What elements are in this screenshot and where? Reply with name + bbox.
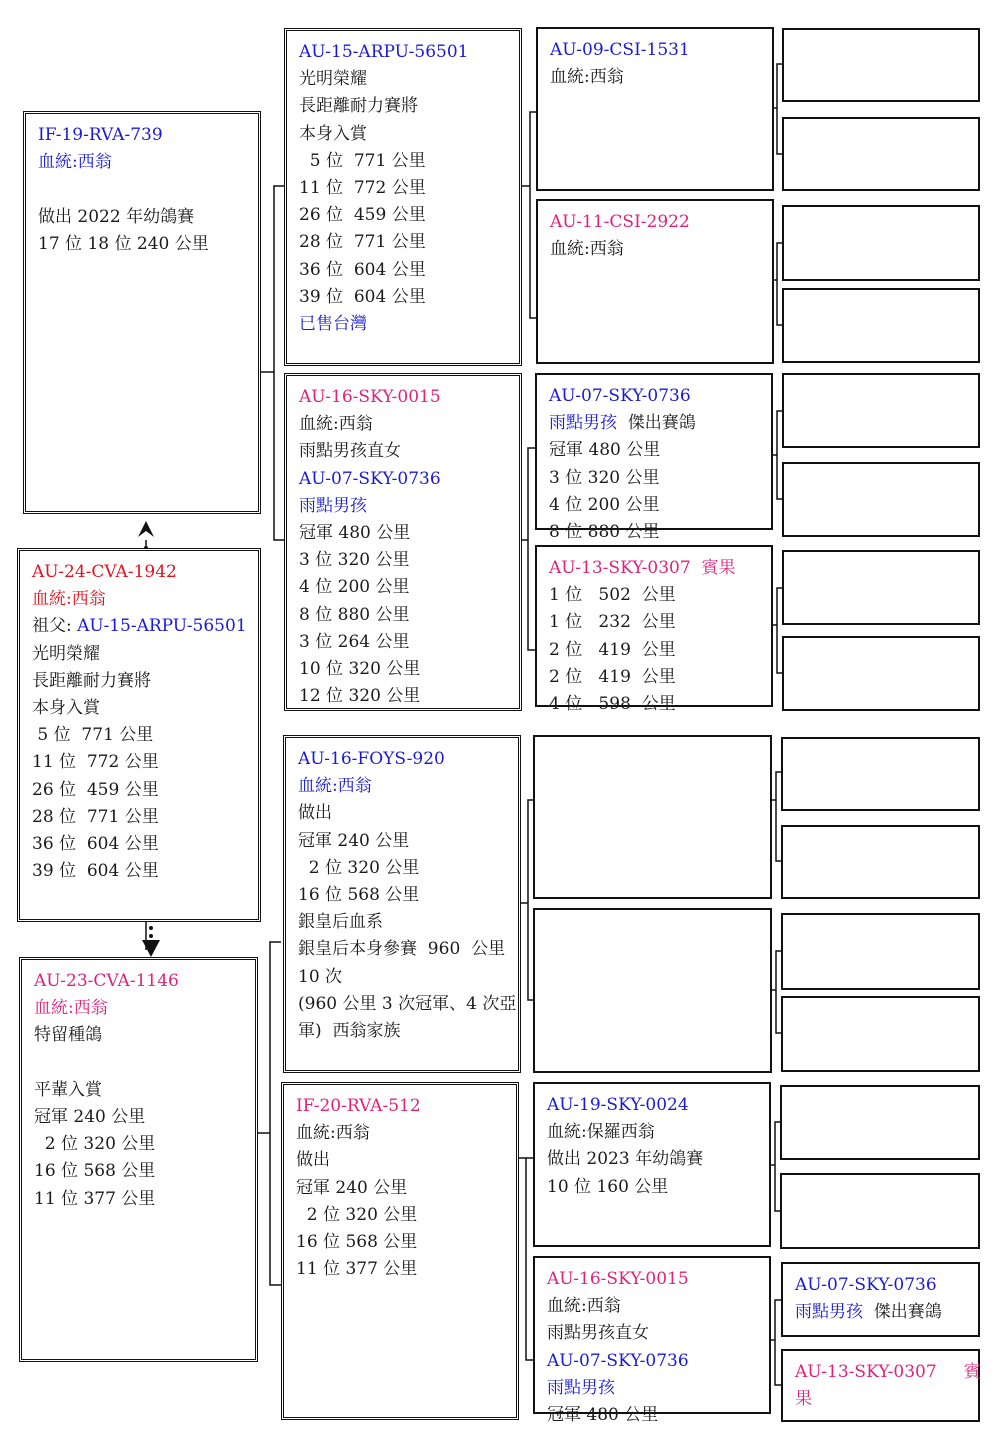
card-line: 血統:西翁 (296, 1123, 370, 1144)
card-line: 光明榮耀 (299, 69, 367, 90)
card-line: 11 位 377 公里 (296, 1259, 418, 1280)
pedigree-g4-card-4 (782, 288, 980, 363)
card-line: AU-07-SKY-0736 (795, 1275, 937, 1295)
card-lines (783, 1351, 981, 1413)
card-line: AU-13-SKY-0307 賓 (795, 1362, 981, 1382)
card-line: 11 位 377 公里 (34, 1188, 156, 1209)
card-line: 26 位 459 公里 (32, 779, 159, 800)
pedigree-g4-card-10 (781, 825, 980, 899)
card-line: 12 位 320 公里 (299, 686, 421, 707)
card-line: AU-15-ARPU-56501 (299, 42, 469, 62)
pedigree-g3-card-4 (535, 545, 773, 715)
card-line: 5 位 771 公里 (299, 150, 426, 171)
card-line: 雨點男孩直女 (299, 441, 401, 462)
pedigree-g4-card-1 (782, 28, 980, 102)
card-line: 28 位 771 公里 (299, 232, 426, 253)
card-line: 8 位 880 公里 (299, 604, 410, 625)
card-line (549, 410, 759, 437)
card-line: AU-07-SKY-0736 (549, 386, 691, 406)
card-line: 銀皇后本身參賽 960 公里 (298, 939, 506, 960)
card-line: 冠軍 240 公里 (296, 1177, 408, 1198)
card-line: AU-07-SKY-0736 (547, 1350, 689, 1371)
card-line: 特留種鴿 (34, 1025, 102, 1046)
card-lines (535, 1258, 769, 1429)
card-line: 3 位 320 公里 (299, 550, 410, 571)
card-line: 16 位 568 公里 (298, 885, 420, 906)
pedigree-g4-card-13 (780, 1085, 980, 1160)
card-line: 10 次 (298, 966, 343, 987)
card-line: 8 位 880 公里 (549, 522, 660, 543)
card-lines (535, 1084, 769, 1201)
card-line: 血統:西翁 (547, 1296, 621, 1317)
card-line: AU-16-SKY-0015 (299, 387, 441, 407)
card-line: 11 位 772 公里 (32, 752, 159, 773)
card-line: 軍) 西翁家族 (298, 1021, 401, 1042)
card-line: 4 位 200 公里 (299, 577, 410, 598)
card-line (795, 1299, 966, 1326)
card-line: AU-24-CVA-1942 (32, 562, 177, 582)
card-line-part: 雨點男孩 (549, 413, 617, 434)
card-line: 做出 (298, 803, 332, 824)
card-line: 雨點男孩直女 (547, 1323, 649, 1344)
card-line: IF-19-RVA-739 (38, 125, 163, 145)
card-line: 果 (795, 1389, 812, 1410)
card-line: 血統:保羅西翁 (547, 1122, 655, 1143)
card-line: 36 位 604 公里 (299, 259, 426, 280)
pedigree-g3-card-1 (536, 27, 774, 191)
pedigree-sire-card (23, 111, 261, 514)
card-lines (538, 201, 772, 263)
card-line-part: 傑出賽鴿 (863, 1302, 942, 1323)
card-line: 血統:西翁 (38, 152, 112, 173)
card-line: 3 位 264 公里 (299, 631, 410, 652)
card-line: 血統:西翁 (550, 67, 624, 88)
card-line-part: AU-15-ARPU-56501 (77, 616, 247, 637)
card-line: 冠軍 480 公里 (299, 523, 411, 544)
pedigree-g4-card-8 (782, 636, 980, 711)
card-lines (286, 738, 518, 1045)
pedigree-g3-card-6 (533, 908, 772, 1073)
card-line: 做出 2022 年幼鴿賽 (38, 206, 195, 227)
card-line: 2 位 419 公里 (549, 639, 676, 660)
card-line: 3 位 320 公里 (549, 467, 660, 488)
pedigree-g3-card-8 (533, 1256, 771, 1426)
card-line (34, 1050, 243, 1077)
pedigree-g3-card-2 (536, 199, 774, 364)
card-line: 做出 (296, 1150, 330, 1171)
card-line: 冠軍 240 公里 (34, 1107, 146, 1127)
card-line: 39 位 604 公里 (32, 861, 159, 882)
card-lines (535, 910, 770, 918)
card-lines (783, 1264, 978, 1326)
pedigree-dam-card (19, 957, 258, 1362)
card-lines (284, 1085, 516, 1283)
card-line: 16 位 568 公里 (34, 1161, 156, 1182)
card-lines (537, 547, 771, 718)
card-line: 28 位 771 公里 (32, 806, 159, 827)
card-line: (960 公里 3 次冠軍、4 次亞 (298, 993, 517, 1014)
pedigree-g4-card-12 (781, 996, 980, 1072)
card-line: 長距離耐力賽將 (299, 96, 418, 117)
card-line: 10 位 160 公里 (547, 1176, 669, 1197)
pedigree-g4-card-16 (781, 1349, 980, 1422)
pedigree-g3-card-5 (533, 735, 772, 899)
card-lines (22, 960, 255, 1213)
card-line: 2 位 320 公里 (34, 1134, 156, 1155)
card-line (38, 176, 246, 203)
card-line: 做出 2023 年幼鴿賽 (547, 1149, 704, 1170)
card-line: 5 位 771 公里 (32, 725, 154, 746)
card-line: 2 位 419 公里 (549, 666, 676, 687)
card-line: 平輩入賞 (34, 1079, 102, 1100)
pedigree-dam-sire-card (283, 735, 521, 1073)
card-line-part: 祖父: (32, 616, 78, 637)
card-line: AU-16-FOYS-920 (298, 749, 445, 769)
card-line: 血統:西翁 (34, 998, 108, 1019)
card-line: 長距離耐力賽將 (32, 670, 151, 691)
card-lines (287, 31, 519, 338)
pedigree-g4-card-3 (782, 205, 980, 281)
pedigree-sire-dam-card (284, 373, 522, 711)
pedigree-g3-card-7 (533, 1082, 771, 1247)
card-line: 4 位 598 公里 (549, 694, 676, 715)
card-line (549, 555, 759, 582)
card-line: AU-11-CSI-2922 (550, 212, 690, 232)
card-lines (537, 375, 771, 546)
card-lines (20, 551, 258, 885)
card-line: 冠軍 480 公里 (547, 1405, 659, 1426)
card-line-part: 雨點男孩 (795, 1302, 863, 1323)
pedigree-g4-card-7 (782, 550, 980, 625)
card-line: 冠軍 480 公里 (549, 440, 661, 461)
pedigree-g4-card-6 (782, 462, 980, 537)
card-lines (538, 29, 772, 91)
card-line: 血統:西翁 (32, 589, 106, 610)
card-line-part: 傑出賽鴿 (617, 413, 696, 434)
card-line: AU-09-CSI-1531 (550, 40, 690, 60)
card-line: 10 位 320 公里 (299, 659, 421, 680)
card-line: 1 位 232 公里 (549, 612, 676, 633)
card-line: 1 位 502 公里 (549, 585, 676, 606)
card-line: 26 位 459 公里 (299, 205, 426, 226)
card-line-part: 賓果 (690, 558, 736, 578)
card-line (32, 613, 246, 640)
pedigree-g4-card-9 (781, 737, 980, 811)
card-line: 39 位 604 公里 (299, 286, 426, 307)
card-lines (287, 376, 519, 710)
card-line: 血統:西翁 (299, 414, 373, 435)
pedigree-sire-sire-card (284, 28, 522, 366)
card-line: 17 位 18 位 240 公里 (38, 233, 209, 254)
card-line: 2 位 320 公里 (296, 1204, 418, 1225)
card-line-part: AU-13-SKY-0307 (549, 558, 691, 578)
pedigree-g4-card-11 (781, 913, 980, 990)
card-line: 血統:西翁 (550, 239, 624, 260)
card-line: 4 位 200 公里 (549, 494, 660, 515)
card-line: AU-19-SKY-0024 (547, 1095, 689, 1115)
card-line: 冠軍 240 公里 (298, 830, 410, 851)
card-line: IF-20-RVA-512 (296, 1096, 421, 1116)
pedigree-subject-card (17, 548, 261, 922)
card-line: 血統:西翁 (298, 776, 372, 797)
pedigree-g4-card-5 (782, 373, 980, 448)
card-line: 光明榮耀 (32, 643, 100, 664)
card-lines (26, 114, 258, 258)
pedigree-g4-card-2 (782, 117, 980, 191)
card-line: 16 位 568 公里 (296, 1232, 418, 1253)
card-line: AU-07-SKY-0736 (299, 468, 441, 489)
card-line: 銀皇后血系 (298, 912, 383, 933)
card-line: 本身入賞 (299, 123, 367, 144)
card-line: AU-23-CVA-1146 (34, 971, 179, 991)
pedigree-g4-card-14 (780, 1173, 980, 1249)
pedigree-g4-card-15 (781, 1262, 980, 1337)
card-line: 雨點男孩 (547, 1377, 615, 1398)
card-line: 已售台灣 (299, 314, 367, 335)
card-line: AU-16-SKY-0015 (547, 1269, 689, 1289)
card-line: 本身入賞 (32, 698, 100, 719)
card-line: 雨點男孩 (299, 495, 367, 516)
card-line: 36 位 604 公里 (32, 834, 159, 855)
pedigree-g3-card-3 (535, 373, 773, 543)
card-line: 2 位 320 公里 (298, 857, 420, 878)
card-line: 11 位 772 公里 (299, 178, 426, 199)
card-lines (535, 737, 770, 745)
pedigree-dam-dam-card (281, 1082, 519, 1420)
